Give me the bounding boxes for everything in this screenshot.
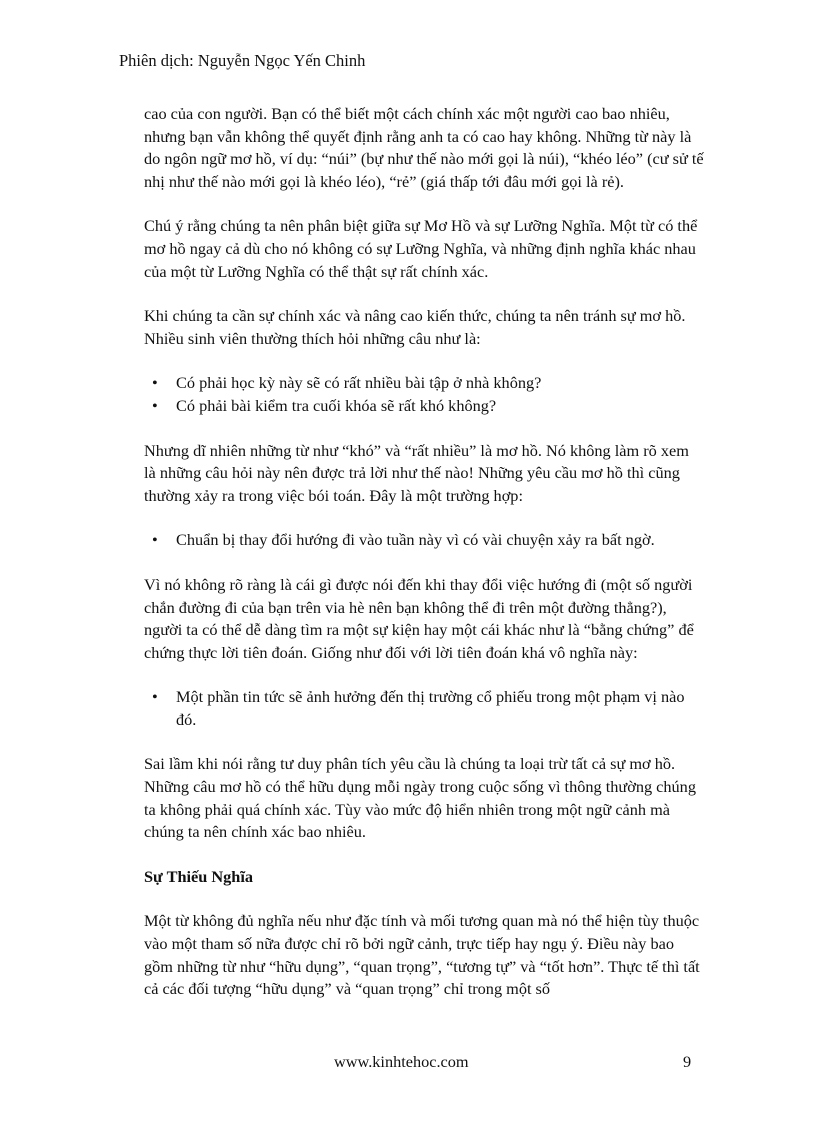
section-heading: Sự Thiếu Nghĩa [144, 866, 254, 886]
list-item: • Một phần tin tức sẽ ảnh hưởng đến thị trường cổ phiếu trong một phạm vị nào đó. [144, 686, 704, 731]
footer-url: www.kinhtehoc.com [334, 1052, 469, 1071]
list-item: • Chuẩn bị thay đổi hướng đi vào tuần này vì có vài chuyện xảy ra bất ngờ. [144, 529, 704, 552]
bullet-list [144, 372, 704, 417]
page-content [144, 103, 704, 1023]
bullet-list [144, 686, 704, 731]
paragraph: Một từ không đủ nghĩa nếu như đặc tính và mối tương quan mà nó thể hiện tùy thuộc vào một tham số nữa được chỉ rõ bởi ngữ cảnh, trực tiếp hay ngụ ý. Điều này bao gồm những từ như “hữu dụng”, “quan trọng”, “tương tự” và “tốt hơn”. Thực tế thì tất cả các đối tượng “hữu dụng” và “quan trọng” chỉ trong một số [144, 911, 700, 999]
list-item: • Có phải bài kiểm tra cuối khóa sẽ rất khó không? [144, 395, 704, 418]
paragraph: Khi chúng ta cần sự chính xác và nâng cao kiến thức, chúng ta nên tránh sự mơ hồ. Nhiều sinh viên thường thích hỏi những câu như là: [144, 306, 686, 348]
paragraph: Sai lầm khi nói rằng tư duy phân tích yêu cầu là chúng ta loại trừ tất cả sự mơ hồ. Những câu mơ hồ có thể hữu dụng mỗi ngày trong cuộc sống vì thông thường chúng ta không phải quá chính xác. Tùy vào mức độ hiển nhiên trong một ngữ cảnh mà chúng ta nên chính xác bao nhiêu. [144, 754, 696, 842]
paragraph: Chú ý rằng chúng ta nên phân biệt giữa sự Mơ Hồ và sự Lưỡng Nghĩa. Một từ có thể mơ hồ ngay cả dù cho nó không có sự Lưỡng Nghĩa, và những định nghĩa khác nhau của một từ Lưỡng Nghĩa có thể thật sự rất chính xác. [144, 216, 698, 281]
list-item: • Có phải học kỳ này sẽ có rất nhiều bài tập ở nhà không? [144, 372, 704, 395]
paragraph: cao của con người. Bạn có thể biết một cách chính xác một người cao bao nhiêu, nhưng bạn vẫn không thể quyết định rằng anh ta có cao hay không. Những từ này là do ngôn ngữ mơ hồ, ví dụ: “núi” (bự như thế nào mới gọi là núi), “khéo léo” (cư sử tế nhị như thế nào mới gọi là khéo léo), “rẻ” (giá thấp tới đâu mới gọi là rẻ). [144, 104, 704, 191]
page-header: Phiên dịch: Nguyễn Ngọc Yến Chinh [119, 51, 366, 70]
paragraph: Vì nó không rõ ràng là cái gì được nói đến khi thay đổi việc hướng đi (một số người chắn đường đi của bạn trên via hè nên bạn không thể đi trên một đường thẳng?), người ta có thể dễ dàng tìm ra một sự kiện hay một cái khác như là “bằng chứng” để chứng thực lời tiên đoán. Giống như đối với lời tiên đoán khá vô nghĩa này: [144, 574, 694, 662]
page-number: 9 [683, 1052, 692, 1071]
bullet-list [144, 529, 704, 552]
paragraph: Nhưng dĩ nhiên những từ như “khó” và “rất nhiều” là mơ hồ. Nó không làm rõ xem là những câu hỏi này nên được trả lời như thế nào! Những yêu cầu mơ hồ thì cũng thường xảy ra trong việc bói toán. Đây là một trường hợp: [144, 440, 689, 505]
